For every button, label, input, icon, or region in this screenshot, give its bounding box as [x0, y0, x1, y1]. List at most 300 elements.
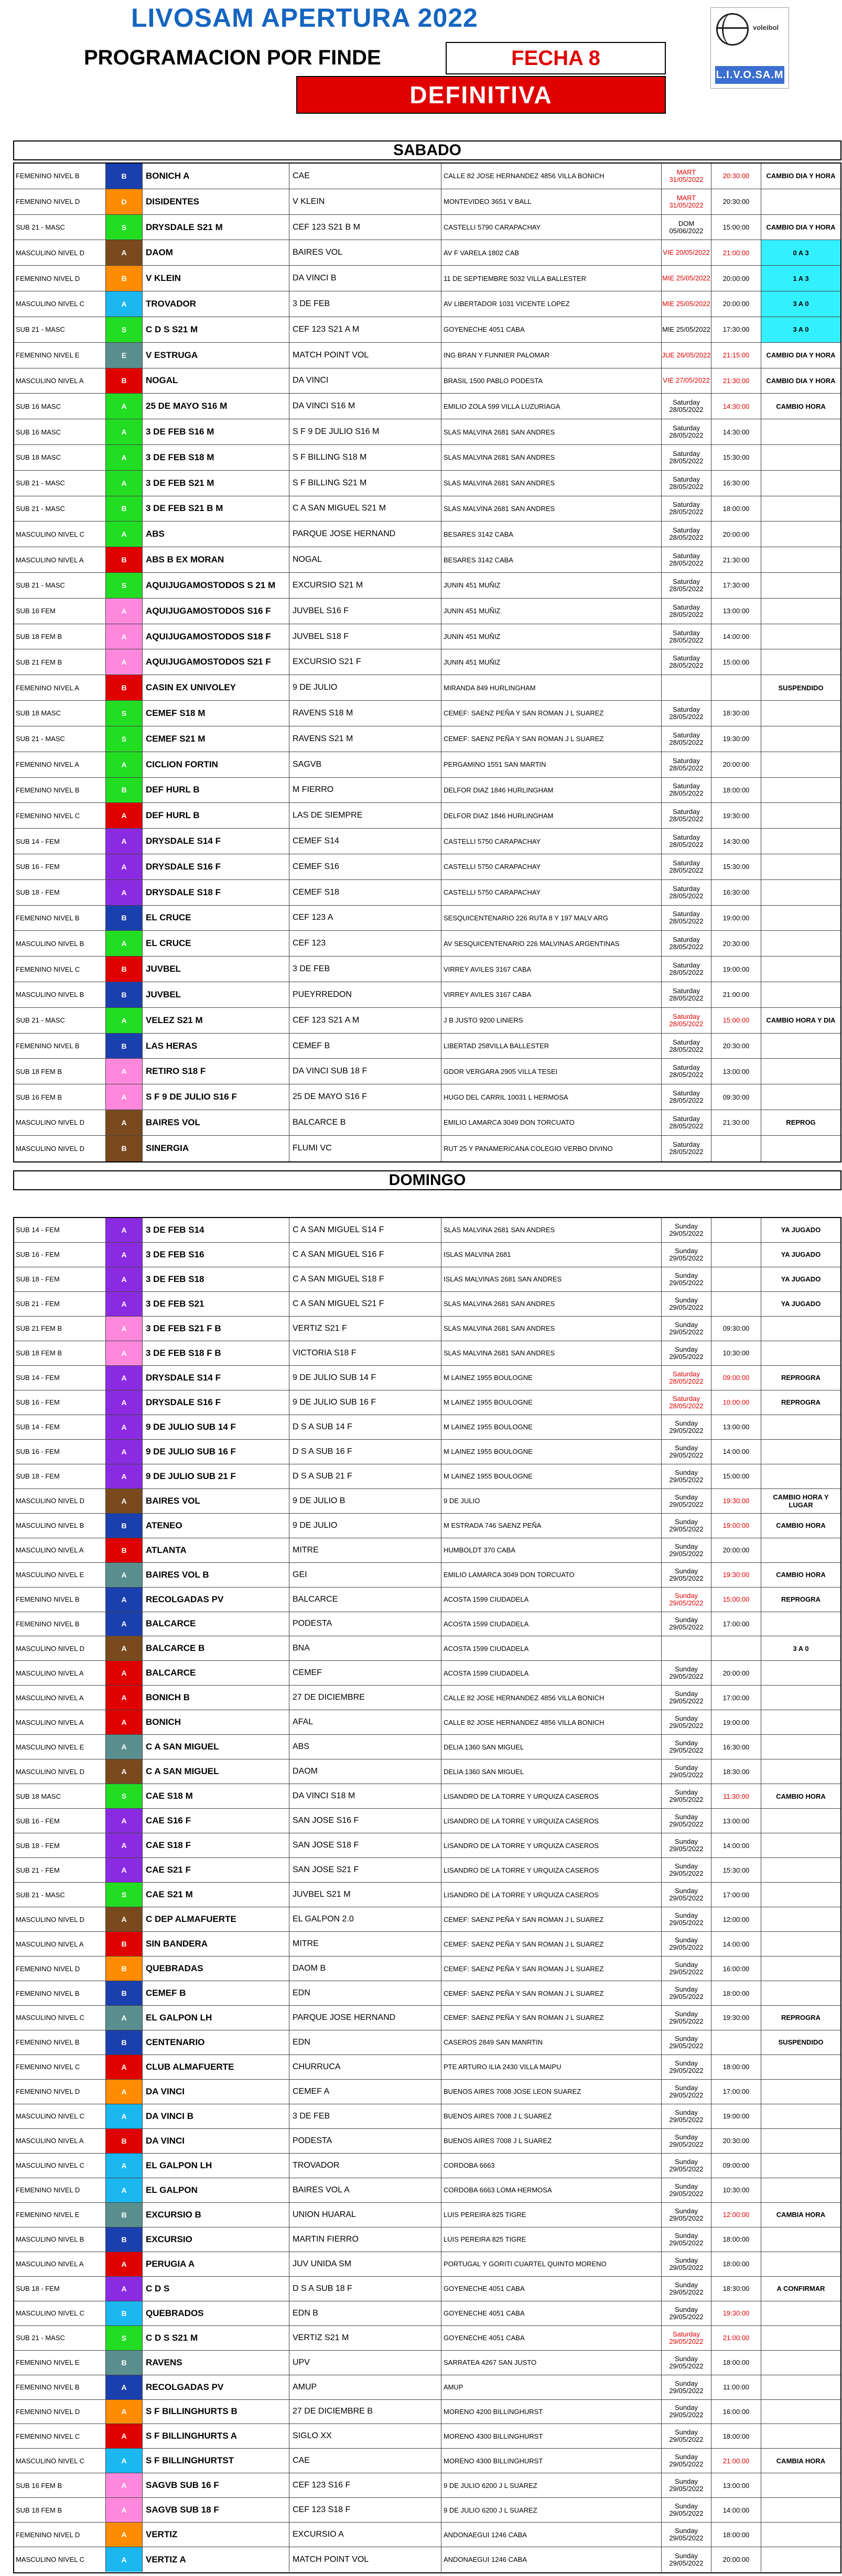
time-cell: 15:00:00 — [711, 215, 761, 240]
table-row — [14, 2326, 840, 2351]
level-cell — [106, 1661, 143, 1685]
category-cell: SUB 18 - FEM — [14, 2277, 106, 2301]
home-team-cell: SAGVB SUB 16 F — [143, 2473, 289, 2497]
time-cell: 18:00:00 — [711, 2055, 761, 2079]
home-team-cell: TROVADOR — [143, 291, 289, 317]
time-cell: 18:30:00 — [711, 2277, 761, 2301]
date-cell: Sunday 29/05/2022 — [662, 1809, 711, 1833]
level-badge: A — [106, 2252, 142, 2276]
level-cell — [106, 419, 143, 444]
date-cell: Saturday 28/05/2022 — [662, 829, 711, 854]
venue-cell: AV LIBERTADOR 1031 VICENTE LOPEZ — [441, 291, 662, 317]
date-cell: Sunday 29/05/2022 — [662, 1464, 711, 1488]
date-cell: Sunday 29/05/2022 — [662, 1588, 711, 1612]
level-badge: E — [106, 343, 142, 368]
level-badge: B — [106, 778, 142, 803]
level-badge: A — [106, 394, 142, 419]
time-cell: 15:00:00 — [711, 1008, 761, 1033]
level-cell — [106, 1514, 143, 1538]
level-badge: B — [106, 2030, 142, 2055]
date-cell: Sunday 29/05/2022 — [662, 1981, 711, 2005]
time-cell: 13:00:00 — [711, 1809, 761, 1833]
table-row — [14, 2203, 840, 2227]
away-team-cell: CEF 123 S16 F — [289, 2473, 441, 2497]
level-cell — [106, 1538, 143, 1562]
note-cell — [761, 1858, 840, 1882]
away-team-cell: 27 DE DICIEMBRE — [289, 1686, 441, 1710]
level-badge: A — [106, 1464, 142, 1488]
category-cell: SUB 18 - FEM — [14, 880, 106, 905]
level-badge: D — [106, 189, 142, 214]
date-cell: Saturday 28/05/2022 — [662, 471, 711, 496]
venue-cell: BESARES 3142 CABA — [441, 547, 662, 572]
note-cell — [761, 547, 840, 572]
date-cell: Saturday 29/05/2022 — [662, 2326, 711, 2350]
note-cell — [761, 752, 840, 777]
level-cell — [106, 957, 143, 982]
note-cell: CAMBIA HORA — [776, 2457, 826, 2465]
home-team-cell: DRYSDALE S21 M — [143, 215, 289, 240]
home-team-cell: S F BILLINGHURTST — [143, 2449, 289, 2473]
category-cell: FEMENINO NIVEL D — [14, 2400, 106, 2424]
venue-cell: CALLE 82 JOSE HERNANDEZ 4856 VILLA BONICH — [441, 1686, 662, 1710]
table-row — [14, 1292, 840, 1317]
venue-cell: LUIS PEREIRA 825 TIGRE — [441, 2203, 662, 2227]
level-cell — [106, 649, 143, 675]
home-team-cell: PERUGIA A — [143, 2252, 289, 2276]
level-badge: S — [106, 701, 142, 726]
venue-cell: BRASIL 1500 PABLO PODESTA — [441, 368, 662, 394]
table-row — [14, 419, 840, 445]
time-cell: 09:30:00 — [711, 1084, 761, 1110]
date-cell: Sunday 29/05/2022 — [662, 1784, 711, 1808]
table-row — [14, 1588, 840, 1612]
level-badge: A — [106, 1612, 142, 1636]
venue-cell: DELIA 1360 SAN MIGUEL — [441, 1735, 662, 1759]
note-cell: CAMBIO DIA Y HORA — [766, 376, 836, 385]
level-badge: A — [106, 240, 142, 265]
level-cell — [106, 2203, 143, 2227]
note-cell: CAMBIO DIA Y HORA — [766, 172, 836, 180]
venue-cell: GOYENECHE 4051 CABA — [441, 317, 662, 342]
venue-cell: CASEROS 2849 SAN MANRTIN — [441, 2030, 662, 2055]
time-cell: 12:00:00 — [711, 2203, 761, 2227]
level-badge: A — [106, 931, 142, 956]
time-cell: 10:30:00 — [711, 2178, 761, 2202]
category-cell: SUB 21 - FEM — [14, 1292, 106, 1316]
category-cell: SUB 18 MASC — [14, 445, 106, 470]
home-team-cell: CAE S21 M — [143, 1883, 289, 1907]
category-cell: SUB 21 - MASC — [14, 726, 106, 752]
home-team-cell: 3 DE FEB S21 F B — [143, 1317, 289, 1341]
away-team-cell: DA VINCI — [289, 368, 441, 394]
level-cell — [106, 1489, 143, 1513]
venue-cell: AV SESQUICENTENARIO 226 MALVINAS ARGENTINAS — [441, 931, 662, 956]
date-cell: Sunday 29/05/2022 — [662, 1907, 711, 1931]
time-cell: 09:00:00 — [711, 1366, 761, 1390]
time-cell: 14:30:00 — [711, 394, 761, 419]
venue-cell: LISANDRO DE LA TORRE Y URQUIZA CASEROS — [441, 1784, 662, 1808]
table-row — [14, 1366, 840, 1390]
note-cell: CAMBIO DIA Y HORA — [766, 351, 836, 360]
level-badge: B — [106, 1136, 142, 1161]
level-cell — [106, 2030, 143, 2055]
date-cell: Saturday 28/05/2022 — [662, 803, 711, 828]
category-cell: FEMENINO NIVEL B — [14, 164, 106, 189]
date-cell: Saturday 28/05/2022 — [662, 931, 711, 956]
date-cell: MART 31/05/2022 — [662, 164, 711, 189]
time-cell: 16:30:00 — [711, 471, 761, 496]
table-row — [14, 2375, 840, 2400]
note-cell — [761, 445, 840, 470]
level-badge: B — [106, 675, 142, 700]
time-cell: 21:00:00 — [711, 982, 761, 1007]
level-cell — [106, 906, 143, 931]
level-cell — [106, 317, 143, 342]
category-cell: FEMENINO NIVEL B — [14, 906, 106, 931]
level-cell — [106, 829, 143, 854]
away-team-cell: CEMEF S18 — [289, 880, 441, 905]
level-badge: B — [106, 1957, 142, 1981]
level-badge: B — [106, 2203, 142, 2227]
note-cell — [761, 1317, 840, 1341]
home-team-cell: 3 DE FEB S18 M — [143, 445, 289, 470]
category-cell: SUB 21 - FEM — [14, 1858, 106, 1882]
away-team-cell: BAIRES VOL A — [289, 2178, 441, 2202]
level-cell — [106, 1267, 143, 1291]
note-cell — [761, 701, 840, 726]
category-cell: MASCULINO NIVEL D — [14, 1110, 106, 1135]
time-cell: 10:00:00 — [711, 1390, 761, 1415]
category-cell: MASCULINO NIVEL A — [14, 547, 106, 572]
note-cell — [761, 2104, 840, 2128]
venue-cell: M ESTRADA 746 SAENZ PEÑA — [441, 1514, 662, 1538]
page-title: LIVOSAM APERTURA 2022 — [131, 3, 478, 32]
note-cell — [761, 649, 840, 675]
home-team-cell: VERTIZ A — [143, 2547, 289, 2572]
category-cell: SUB 14 - FEM — [14, 1415, 106, 1439]
date-cell: Sunday 29/05/2022 — [662, 1759, 711, 1784]
home-team-cell: S F 9 DE JULIO S16 F — [143, 1084, 289, 1110]
level-cell — [106, 1686, 143, 1710]
venue-cell: SLAS MALVINA 2681 SAN ANDRES — [441, 471, 662, 496]
note-cell — [761, 829, 840, 854]
level-badge: B — [106, 547, 142, 572]
away-team-cell: DA VINCI B — [289, 266, 441, 291]
home-team-cell: CICLION FORTIN — [143, 752, 289, 777]
time-cell: 19:30:00 — [711, 803, 761, 828]
time-cell — [711, 1292, 761, 1316]
note-cell — [761, 1415, 840, 1439]
time-cell: 20:30:00 — [711, 931, 761, 956]
note-cell — [761, 1538, 840, 1562]
table-row — [14, 1489, 840, 1514]
level-badge: A — [106, 1218, 142, 1242]
level-badge: A — [106, 291, 142, 317]
date-cell: Sunday 29/05/2022 — [662, 1218, 711, 1242]
note-cell — [761, 1084, 840, 1110]
time-cell: 14:00:00 — [711, 1440, 761, 1464]
level-badge: B — [106, 1932, 142, 1956]
time-cell: 17:00:00 — [711, 1612, 761, 1636]
level-cell — [106, 1415, 143, 1439]
time-cell: 19:00:00 — [711, 957, 761, 982]
time-cell: 18:00:00 — [711, 778, 761, 803]
table-row — [14, 2129, 840, 2154]
away-team-cell: 9 DE JULIO — [289, 1514, 441, 1538]
table-row — [14, 1883, 840, 1907]
level-cell — [106, 573, 143, 598]
home-team-cell: BONICH — [143, 1710, 289, 1734]
home-team-cell: SAGVB SUB 18 F — [143, 2498, 289, 2522]
away-team-cell: BAIRES VOL — [289, 240, 441, 265]
venue-cell: ISLAS MALVINAS 2681 SAN ANDRES — [441, 1267, 662, 1291]
level-badge: A — [106, 1059, 142, 1084]
table-row — [14, 1034, 840, 1059]
date-cell: Sunday 29/05/2022 — [662, 2523, 711, 2547]
time-cell: 21:30:00 — [711, 547, 761, 572]
table-row — [14, 547, 840, 573]
venue-cell: SLAS MALVINA 2681 SAN ANDRES — [441, 445, 662, 470]
table-row — [14, 2301, 840, 2326]
volleyball-icon — [716, 13, 749, 46]
home-team-cell: C D S S21 M — [143, 317, 289, 342]
date-cell: Sunday 29/05/2022 — [662, 2129, 711, 2153]
home-team-cell: V ESTRUGA — [143, 343, 289, 368]
time-cell: 20:00:00 — [711, 1538, 761, 1562]
category-cell: SUB 16 FEM B — [14, 2473, 106, 2497]
table-row — [14, 2400, 840, 2425]
level-cell — [106, 1932, 143, 1956]
note-cell — [761, 1883, 840, 1907]
home-team-cell: DRYSDALE S14 F — [143, 829, 289, 854]
time-cell — [711, 1267, 761, 1291]
note-cell: CAMBIO HORA — [776, 402, 826, 410]
category-cell: MASCULINO NIVEL C — [14, 2547, 106, 2572]
venue-cell: ANDONAEGUI 1246 CABA — [441, 2547, 662, 2572]
table-row — [14, 2277, 840, 2301]
note-cell — [761, 2523, 840, 2547]
category-cell: SUB 16 - FEM — [14, 1809, 106, 1833]
time-cell: 17:30:00 — [711, 317, 761, 342]
note-cell — [761, 599, 840, 624]
table-row — [14, 2030, 840, 2055]
level-cell — [106, 2375, 143, 2399]
level-badge: A — [106, 2080, 142, 2104]
category-cell: MASCULINO NIVEL A — [14, 2129, 106, 2153]
level-cell — [106, 521, 143, 547]
home-team-cell: JUVBEL — [143, 957, 289, 982]
away-team-cell: VICTORIA S18 F — [289, 1341, 441, 1365]
date-cell: Saturday 28/05/2022 — [662, 521, 711, 547]
level-badge: A — [106, 2006, 142, 2030]
away-team-cell: AFAL — [289, 1710, 441, 1734]
home-team-cell: JUVBEL — [143, 982, 289, 1007]
category-cell: SUB 21 - MASC — [14, 496, 106, 521]
away-team-cell: CEF 123 S21 A M — [289, 317, 441, 342]
home-team-cell: CAE S18 F — [143, 1833, 289, 1857]
category-cell: SUB 18 FEM B — [14, 1059, 106, 1084]
table-row — [14, 240, 840, 266]
level-badge: A — [106, 1759, 142, 1784]
away-team-cell: 9 DE JULIO SUB 14 F — [289, 1366, 441, 1390]
home-team-cell: ATLANTA — [143, 1538, 289, 1562]
table-row — [14, 2080, 840, 2104]
table-row — [14, 1636, 840, 1661]
note-cell — [761, 2129, 840, 2153]
away-team-cell: VERTIZ S21 M — [289, 2326, 441, 2350]
level-cell — [106, 368, 143, 394]
level-badge: A — [106, 1809, 142, 1833]
away-team-cell: C A SAN MIGUEL S16 F — [289, 1243, 441, 1267]
home-team-cell: VELEZ S21 M — [143, 1008, 289, 1033]
level-cell — [106, 1759, 143, 1784]
home-team-cell: 9 DE JULIO SUB 16 F — [143, 1440, 289, 1464]
level-cell — [106, 343, 143, 368]
table-row — [14, 1809, 840, 1833]
level-badge: B — [106, 164, 142, 189]
time-cell: 14:00:00 — [711, 624, 761, 649]
table-row — [14, 624, 840, 650]
level-badge: A — [106, 2104, 142, 2128]
category-cell: FEMENINO NIVEL D — [14, 2080, 106, 2104]
category-cell: FEMENINO NIVEL B — [14, 1981, 106, 2005]
category-cell: FEMENINO NIVEL D — [14, 1957, 106, 1981]
time-cell: 16:30:00 — [711, 1735, 761, 1759]
saturday-table — [13, 162, 841, 1162]
table-row — [14, 1981, 840, 2006]
logo-mini-text: voleibol — [753, 24, 779, 31]
venue-cell: BUENOS AIRES 7008 JOSE LEON SUAREZ — [441, 2080, 662, 2104]
level-cell — [106, 1110, 143, 1135]
level-badge: A — [106, 1686, 142, 1710]
level-cell — [106, 2277, 143, 2301]
table-row — [14, 2351, 840, 2375]
away-team-cell: SAN JOSE S16 F — [289, 1809, 441, 1833]
level-cell — [106, 1883, 143, 1907]
away-team-cell: SAGVB — [289, 752, 441, 777]
time-cell — [711, 1136, 761, 1161]
time-cell: 20:00:00 — [711, 1661, 761, 1685]
saturday-title: SABADO — [13, 140, 841, 160]
date-cell: Saturday 28/05/2022 — [662, 906, 711, 931]
venue-cell: SLAS MALVINA 2681 SAN ANDRES — [441, 1317, 662, 1341]
date-cell: Sunday 29/05/2022 — [662, 2178, 711, 2202]
venue-cell: BUENOS AIRES 7008 J L SUAREZ — [441, 2104, 662, 2128]
sunday-table — [13, 1217, 841, 2573]
away-team-cell: UPV — [289, 2351, 441, 2375]
venue-cell: CEMEF: SAENZ PEÑA Y SAN ROMAN J L SUAREZ — [441, 2006, 662, 2030]
note-cell: 3 A 0 — [761, 291, 840, 317]
venue-cell: JUNIN 451 MUÑIZ — [441, 573, 662, 598]
time-cell: 21:00:00 — [711, 2326, 761, 2350]
note-cell — [761, 803, 840, 828]
away-team-cell: DA VINCI S16 M — [289, 394, 441, 419]
table-row — [14, 1858, 840, 1883]
category-cell: MASCULINO NIVEL C — [14, 521, 106, 547]
category-cell: MASCULINO NIVEL A — [14, 1661, 106, 1685]
date-cell: Saturday 28/05/2022 — [662, 649, 711, 675]
level-badge: S — [106, 215, 142, 240]
note-cell — [761, 2326, 840, 2350]
away-team-cell: CAE — [289, 2449, 441, 2473]
note-cell — [761, 2498, 840, 2522]
date-cell: Sunday 29/05/2022 — [662, 1957, 711, 1981]
home-team-cell: ABS — [143, 521, 289, 547]
away-team-cell: 9 DE JULIO B — [289, 1489, 441, 1513]
table-row — [14, 1784, 840, 1809]
away-team-cell: C A SAN MIGUEL S18 F — [289, 1267, 441, 1291]
venue-cell: CASTELLI 5750 CARAPACHAY — [441, 829, 662, 854]
category-cell: FEMENINO NIVEL C — [14, 2055, 106, 2079]
table-row — [14, 1317, 840, 1341]
venue-cell: ACOSTA 1599 CIUDADELA — [441, 1636, 662, 1660]
level-cell — [106, 2104, 143, 2128]
level-badge: A — [106, 1341, 142, 1365]
date-cell: Sunday 29/05/2022 — [662, 2030, 711, 2055]
level-cell — [106, 2326, 143, 2350]
time-cell: 16:30:00 — [711, 880, 761, 905]
venue-cell: SARRATEA 4267 SAN JUSTO — [441, 2351, 662, 2375]
level-badge: B — [106, 1034, 142, 1059]
venue-cell: GOYENECHE 4051 CABA — [441, 2301, 662, 2325]
venue-cell: PERGAMINO 1551 SAN MARTIN — [441, 752, 662, 777]
level-cell — [106, 2006, 143, 2030]
table-row — [14, 1907, 840, 1932]
note-cell — [761, 906, 840, 931]
away-team-cell: DA VINCI S18 M — [289, 1784, 441, 1808]
venue-cell: LISANDRO DE LA TORRE Y URQUIZA CASEROS — [441, 1809, 662, 1833]
note-cell — [761, 1464, 840, 1488]
note-cell — [761, 496, 840, 521]
level-cell — [106, 1366, 143, 1390]
table-row — [14, 752, 840, 778]
date-cell: Sunday 29/05/2022 — [662, 1686, 711, 1710]
away-team-cell: 3 DE FEB — [289, 291, 441, 317]
venue-cell: LISANDRO DE LA TORRE Y URQUIZA CASEROS — [441, 1833, 662, 1857]
category-cell: SUB 16 - FEM — [14, 854, 106, 879]
note-cell — [761, 1735, 840, 1759]
note-cell — [761, 2154, 840, 2178]
time-cell: 14:00:00 — [711, 2498, 761, 2522]
time-cell: 14:30:00 — [711, 419, 761, 444]
venue-cell: ACOSTA 1599 CIUDADELA — [441, 1612, 662, 1636]
table-row — [14, 2227, 840, 2252]
saturday-rows — [14, 164, 840, 1161]
table-row — [14, 829, 840, 854]
date-cell: Sunday 29/05/2022 — [662, 1415, 711, 1439]
date-cell: VIE 20/05/2022 — [662, 240, 711, 265]
note-cell — [761, 2301, 840, 2325]
date-cell: Saturday 28/05/2022 — [662, 854, 711, 879]
level-cell — [106, 2523, 143, 2547]
time-cell: 16:00:00 — [711, 1957, 761, 1981]
note-cell: A CONFIRMAR — [776, 2285, 825, 2293]
home-team-cell: C A SAN MIGUEL — [143, 1759, 289, 1784]
date-cell: Saturday 28/05/2022 — [662, 880, 711, 905]
note-cell — [761, 1907, 840, 1931]
home-team-cell: QUEBRADAS — [143, 1957, 289, 1981]
note-cell — [761, 521, 840, 547]
note-cell — [761, 1440, 840, 1464]
date-cell: Sunday 29/05/2022 — [662, 1563, 711, 1587]
venue-cell: EMILIO LAMARCA 3049 DON TORCUATO — [441, 1563, 662, 1587]
category-cell: FEMENINO NIVEL E — [14, 2351, 106, 2375]
date-cell: Sunday 29/05/2022 — [662, 1858, 711, 1882]
time-cell: 13:00:00 — [711, 1415, 761, 1439]
venue-cell: ISLAS MALVINA 2681 — [441, 1243, 662, 1267]
time-cell — [711, 2030, 761, 2055]
